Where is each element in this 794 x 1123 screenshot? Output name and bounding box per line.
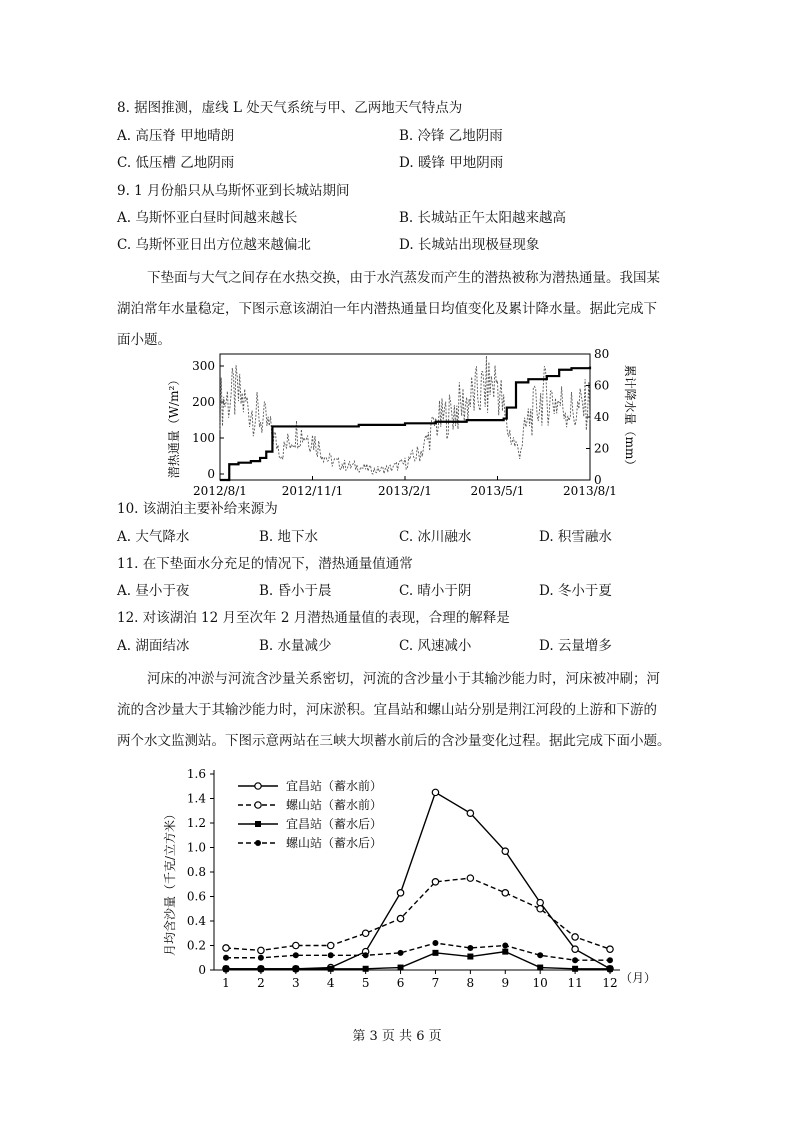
legend-marker	[255, 821, 261, 827]
data-point	[223, 955, 229, 961]
latent-heat-flux-series	[220, 356, 590, 474]
data-point	[398, 950, 404, 956]
data-point	[467, 875, 473, 881]
data-point	[467, 954, 473, 960]
x-tick-label: 7	[431, 976, 440, 990]
x-axis-unit: （月）	[620, 971, 657, 985]
q8-option-d: D. 暖锋 甲地阴雨	[399, 155, 504, 171]
data-point	[432, 879, 438, 885]
q12-option-b: B. 水量减少	[259, 638, 332, 654]
legend-label: 宜昌站（蓄水后）	[286, 817, 383, 831]
latent-heat-chart	[160, 347, 637, 500]
x-tick-label: 11	[567, 976, 583, 990]
right-tick-label: 20	[594, 441, 610, 456]
data-point	[363, 952, 369, 958]
data-point	[572, 946, 578, 952]
x-tick-label: 4	[326, 976, 335, 990]
data-point	[537, 965, 543, 971]
legend-marker	[255, 840, 261, 846]
y-tick-label: 0.4	[186, 914, 206, 928]
q9-option-d: D. 长城站出现极昼现象	[399, 237, 540, 253]
data-point	[432, 789, 438, 795]
data-point	[223, 966, 229, 972]
passage2-line2: 流的含沙量大于其输沙能力时，河床淤积。宜昌站和螺山站分别是荆江河段的上游和下游的	[117, 702, 657, 718]
x-tick-label: 6	[396, 976, 405, 990]
data-point	[467, 945, 473, 951]
x-tick-label: 2013/5/1	[470, 484, 525, 498]
x-tick-label: 1	[222, 976, 230, 990]
y-tick-label: 1.6	[186, 767, 206, 781]
data-point	[607, 966, 613, 972]
q12-stem: 12. 对该湖泊 12 月至次年 2 月潜热通量值的表现，合理的解释是	[117, 610, 510, 626]
legend-label: 螺山站（蓄水前）	[286, 798, 383, 812]
y-axis-label-left: 潜热通量（W/m²）	[167, 373, 181, 479]
data-point	[293, 942, 299, 948]
passage2-line3: 两个水文监测站。下图示意两站在三峡大坝蓄水前后的含沙量变化过程。据此完成下面小题。	[117, 733, 671, 749]
data-point	[607, 957, 613, 963]
q9-option-b: B. 长城站正午太阳越来越高	[399, 210, 567, 226]
y-tick-label: 0.6	[186, 889, 206, 904]
legend-marker	[255, 802, 261, 808]
data-point	[502, 943, 508, 949]
q8-option-b: B. 冷锋 乙地阴雨	[399, 128, 503, 144]
series-line	[226, 952, 610, 969]
q11-option-a: A. 昼小于夜	[117, 583, 190, 599]
q11-option-d: D. 冬小于夏	[539, 583, 612, 599]
q11-option-c: C. 晴小于阴	[399, 583, 472, 599]
q11-option-b: B. 昏小于晨	[259, 583, 332, 599]
y-tick-label: 1.4	[186, 791, 206, 806]
page-footer: 第 3 页 共 6 页	[352, 1029, 442, 1044]
data-point	[362, 930, 368, 936]
chart-legend	[238, 778, 382, 850]
x-tick-label: 2013/2/1	[378, 484, 432, 498]
data-point	[293, 952, 299, 958]
right-tick-label: 40	[594, 410, 610, 424]
q9-option-c: C. 乌斯怀亚日出方位越来越偏北	[117, 237, 311, 253]
q10-option-a: A. 大气降水	[117, 529, 190, 545]
q10-stem: 10. 该湖泊主要补给来源为	[117, 501, 278, 517]
q9-stem: 9. 1 月份船只从乌斯怀亚到长城站期间	[117, 183, 350, 199]
data-point	[572, 957, 578, 963]
data-point	[258, 966, 264, 972]
passage1-line2: 湖泊常年水量稳定，下图示意该湖泊一年内潜热通量日均值变化及累计降水量。据此完成下	[117, 301, 657, 317]
q12-option-a: A. 湖面结冰	[117, 638, 190, 654]
right-tick-label: 0	[594, 473, 602, 487]
series-line	[226, 943, 610, 960]
y-tick-label: 1.2	[186, 816, 206, 830]
series-line	[226, 792, 610, 968]
passage2-line1: 河床的冲淤与河流含沙量关系密切，河流的含沙量小于其输沙能力时，河床被冲刷；河	[147, 671, 660, 687]
x-tick-label: 2012/11/1	[281, 484, 344, 498]
x-tick-label: 2	[257, 976, 265, 990]
right-tick-label: 60	[594, 378, 610, 393]
y-axis-label: 月均含沙量（千克/立方米）	[163, 807, 177, 957]
data-point	[502, 890, 508, 896]
q12-option-c: C. 风速减小	[399, 638, 472, 654]
q11-stem: 11. 在下垫面水分充足的情况下，潜热通量值通常	[117, 556, 413, 572]
data-point	[293, 966, 299, 972]
cumulative-precipitation-series	[220, 367, 590, 480]
data-point	[398, 965, 404, 971]
data-point	[432, 940, 438, 946]
x-tick-label: 10	[532, 976, 548, 990]
q8-option-a: A. 高压脊 甲地晴朗	[117, 128, 235, 144]
data-point	[537, 899, 543, 905]
q9-option-a: A. 乌斯怀亚白昼时间越来越长	[117, 210, 298, 226]
left-tick-label: 0	[207, 467, 215, 481]
data-point	[328, 966, 334, 972]
q8-option-c: C. 低压槽 乙地阴雨	[117, 155, 235, 171]
data-point	[607, 946, 613, 952]
data-point	[537, 906, 543, 912]
data-point	[537, 952, 543, 958]
legend-label: 螺山站（蓄水后）	[286, 836, 383, 850]
data-point	[328, 942, 334, 948]
x-tick-label: 12	[602, 976, 618, 990]
data-point	[432, 950, 438, 956]
y-axis-label-right: 累计降水量（mm）	[623, 364, 637, 472]
q10-option-c: C. 冰川融水	[399, 529, 472, 545]
x-tick-label: 2012/8/1	[193, 484, 247, 498]
passage1-line1: 下垫面与大气之间存在水热交换，由于水汽蒸发而产生的潜热被称为潜热通量。我国某	[147, 270, 660, 286]
right-tick-label: 80	[594, 347, 610, 361]
x-tick-label: 5	[361, 976, 370, 990]
data-point	[397, 915, 403, 921]
data-point	[467, 810, 473, 816]
sediment-concentration-chart	[160, 760, 660, 1010]
data-point	[328, 952, 334, 958]
q10-option-b: B. 地下水	[259, 529, 319, 545]
data-point	[223, 945, 229, 951]
passage1-line3: 面小题。	[117, 332, 171, 348]
series-line	[226, 878, 610, 950]
left-tick-label: 100	[192, 431, 215, 445]
data-point	[572, 934, 578, 940]
legend-label: 宜昌站（蓄水前）	[286, 779, 383, 793]
data-point	[258, 955, 264, 961]
x-tick-label: 9	[501, 976, 510, 990]
q8-stem: 8. 据图推测，虚线 L 处天气系统与甲、乙两地天气特点为	[117, 100, 463, 116]
left-tick-label: 300	[192, 359, 215, 373]
y-tick-label: 1.0	[186, 840, 206, 855]
x-tick-label: 2013/8/1	[563, 484, 617, 498]
q12-option-d: D. 云量增多	[539, 638, 612, 654]
data-point	[502, 949, 508, 955]
data-point	[572, 966, 578, 972]
left-tick-label: 200	[192, 395, 215, 409]
x-tick-label: 3	[291, 976, 300, 990]
y-tick-label: 0.2	[186, 938, 206, 953]
data-point	[363, 966, 369, 972]
x-tick-label: 8	[466, 976, 475, 990]
y-tick-label: 0	[198, 963, 206, 977]
y-tick-label: 0.8	[186, 865, 206, 879]
data-point	[397, 890, 403, 896]
q10-option-d: D. 积雪融水	[539, 529, 612, 545]
data-point	[502, 848, 508, 854]
legend-marker	[255, 783, 261, 789]
data-point	[258, 947, 264, 953]
